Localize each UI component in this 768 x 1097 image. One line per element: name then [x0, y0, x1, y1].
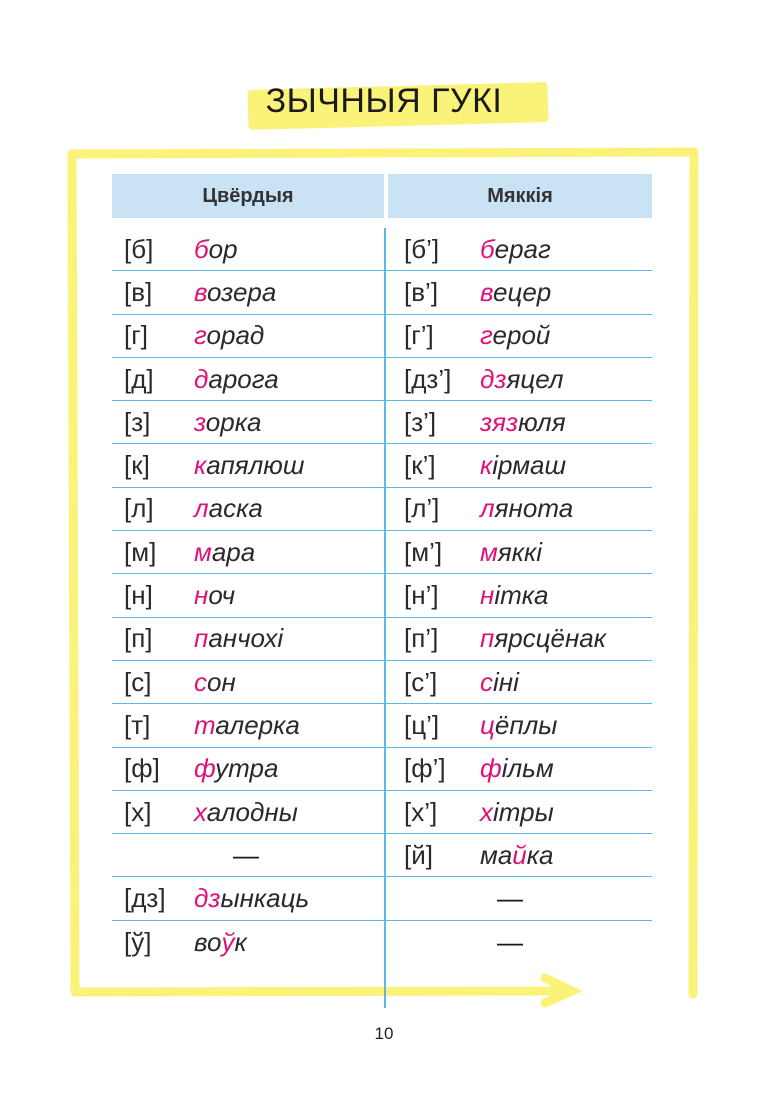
- word-rest: он: [207, 666, 236, 697]
- sound-symbol: [т]: [124, 709, 151, 740]
- page-number: 10: [374, 1024, 394, 1043]
- sound-symbol: [б’]: [404, 233, 440, 264]
- sound-symbol: [з’]: [404, 406, 437, 437]
- example-word: [194, 667, 236, 698]
- word-rest: ераг: [494, 233, 551, 264]
- hard-cell: [112, 488, 384, 531]
- sound-symbol: [ф’]: [404, 753, 446, 784]
- highlighted-letter: в: [480, 276, 493, 307]
- word-rest: ітры: [493, 796, 554, 827]
- highlighted-letter: з: [194, 406, 206, 437]
- highlighted-letter: ў: [221, 926, 235, 957]
- example-word: [194, 450, 304, 481]
- example-word: [194, 623, 283, 654]
- hard-cell: [112, 748, 384, 791]
- example-word: [194, 580, 235, 611]
- highlighted-letter: х: [194, 796, 207, 827]
- highlighted-letter: г: [194, 320, 207, 351]
- word-rest: ярсцёнак: [494, 623, 607, 654]
- table-row: [112, 271, 652, 314]
- example-word: [480, 580, 548, 611]
- soft-cell: [384, 834, 652, 877]
- example-word: [194, 407, 261, 438]
- table-row: [112, 531, 652, 574]
- sound-symbol: [л’]: [404, 493, 440, 524]
- table-row: [112, 488, 652, 531]
- header-soft: Мяккія: [388, 174, 652, 218]
- table-row: [112, 401, 652, 444]
- soft-cell: [384, 618, 652, 661]
- word-rest: орка: [205, 406, 262, 437]
- hard-cell: [112, 661, 384, 704]
- highlighted-letter: н: [194, 580, 209, 611]
- hard-cell: [112, 401, 384, 444]
- highlighted-letter: л: [480, 493, 495, 524]
- sound-symbol: [с]: [124, 666, 152, 697]
- highlighted-letter: б: [480, 233, 495, 264]
- soft-cell: [384, 877, 652, 920]
- soft-cell: [384, 271, 652, 314]
- table-row: [112, 315, 652, 358]
- soft-cell: [384, 444, 652, 487]
- soft-cell: [384, 791, 652, 834]
- sound-symbol: [ф]: [124, 753, 160, 784]
- highlighted-letter: х: [480, 796, 493, 827]
- highlighted-letter: д: [194, 363, 209, 394]
- example-word: [480, 667, 519, 698]
- sound-symbol: [к’]: [404, 450, 436, 481]
- highlighted-letter: дз: [194, 883, 221, 914]
- soft-cell: [384, 748, 652, 791]
- example-word: [194, 753, 278, 784]
- hard-cell: [112, 315, 384, 358]
- hard-cell: [112, 921, 384, 964]
- word-rest: ынкаць: [220, 883, 310, 914]
- word-rest: яккі: [497, 536, 543, 567]
- example-word: [194, 493, 263, 524]
- hard-cell: [112, 358, 384, 401]
- highlighted-letter: с: [194, 666, 207, 697]
- soft-cell: [384, 228, 652, 271]
- example-word: [480, 537, 542, 568]
- example-word: [480, 364, 563, 395]
- word-rest: апялюш: [206, 450, 305, 481]
- sound-symbol: [п’]: [404, 623, 439, 654]
- table-row: [112, 358, 652, 401]
- word-rest: іні: [493, 666, 519, 697]
- example-word: [194, 710, 300, 741]
- hard-cell: [112, 877, 384, 920]
- soft-cell: [384, 401, 652, 444]
- highlighted-letter: к: [480, 450, 493, 481]
- table-row: [112, 618, 652, 661]
- table-body: [112, 228, 652, 964]
- word-rest: арога: [208, 363, 279, 394]
- highlighted-letter: м: [480, 536, 498, 567]
- highlighted-letter: м: [194, 536, 212, 567]
- sound-symbol: [к]: [124, 450, 150, 481]
- highlighted-letter: ф: [194, 753, 216, 784]
- highlighted-letter: п: [480, 623, 495, 654]
- soft-cell: [384, 358, 652, 401]
- sound-symbol: [в’]: [404, 276, 439, 307]
- word-rest: озера: [207, 276, 277, 307]
- table-row: [112, 444, 652, 487]
- word-rest: аска: [208, 493, 263, 524]
- empty-dash: —: [497, 926, 523, 957]
- highlighted-letter: с: [480, 666, 493, 697]
- example-word: [194, 537, 255, 568]
- example-word: [194, 883, 309, 914]
- title-block: [0, 72, 768, 132]
- word-rest: ор: [208, 233, 238, 264]
- sound-symbol: [д]: [124, 363, 154, 394]
- sound-symbol: [х]: [124, 796, 152, 827]
- table-row: [112, 704, 652, 747]
- word-rest: ільм: [501, 753, 554, 784]
- table-row: [112, 574, 652, 617]
- hard-cell: [112, 704, 384, 747]
- highlighted-letter: зяз: [480, 406, 519, 437]
- example-word: [480, 450, 566, 481]
- word-rest: ка: [526, 839, 554, 870]
- sound-symbol: [х’]: [404, 796, 438, 827]
- word-prefix: во: [194, 926, 222, 957]
- header-hard: Цвёрдыя: [112, 174, 384, 218]
- example-word: [480, 234, 551, 265]
- word-rest: оч: [208, 580, 236, 611]
- table-row: [112, 748, 652, 791]
- example-word: [194, 797, 298, 828]
- word-rest: яцел: [506, 363, 564, 394]
- sound-symbol: [дз’]: [404, 363, 452, 394]
- sound-symbol: [г]: [124, 320, 148, 351]
- example-word: [194, 320, 264, 351]
- word-rest: ёплы: [494, 709, 558, 740]
- table-row: [112, 921, 652, 964]
- word-rest: ецер: [493, 276, 552, 307]
- soft-cell: [384, 574, 652, 617]
- sound-symbol: [ц’]: [404, 709, 440, 740]
- word-rest: анчохі: [208, 623, 284, 654]
- highlighted-letter: й: [512, 839, 527, 870]
- table-row: [112, 228, 652, 271]
- empty-dash: —: [233, 839, 259, 870]
- hard-cell: [112, 618, 384, 661]
- sound-symbol: [дз]: [124, 883, 166, 914]
- empty-dash: —: [497, 883, 523, 914]
- word-rest: орад: [206, 320, 265, 351]
- highlighted-letter: дз: [480, 363, 507, 394]
- soft-cell: [384, 704, 652, 747]
- highlighted-letter: в: [194, 276, 207, 307]
- highlighted-letter: к: [194, 450, 207, 481]
- sound-symbol: [в]: [124, 276, 153, 307]
- sound-symbol: [с’]: [404, 666, 438, 697]
- example-word: [480, 797, 554, 828]
- hard-cell: [112, 271, 384, 314]
- sound-symbol: [з]: [124, 406, 151, 437]
- sound-symbol: [ў]: [124, 926, 152, 957]
- table-row: [112, 791, 652, 834]
- word-rest: ара: [211, 536, 256, 567]
- example-word: [480, 840, 554, 871]
- word-rest: юля: [518, 406, 566, 437]
- highlighted-letter: п: [194, 623, 209, 654]
- sound-symbol: [л]: [124, 493, 154, 524]
- sound-symbol: [п]: [124, 623, 153, 654]
- table-row: [112, 834, 652, 877]
- example-word: [480, 753, 554, 784]
- word-rest: ерой: [492, 320, 551, 351]
- example-word: [480, 277, 551, 308]
- word-rest: к: [234, 926, 247, 957]
- sound-symbol: [м’]: [404, 536, 443, 567]
- example-word: [194, 234, 238, 265]
- column-divider: [384, 228, 386, 1008]
- word-rest: ірмаш: [492, 450, 567, 481]
- page-title: ЗЫЧНЫЯ ГУКІ: [265, 82, 503, 120]
- highlighted-letter: г: [480, 320, 493, 351]
- hard-cell: [112, 574, 384, 617]
- highlighted-letter: н: [480, 580, 495, 611]
- highlighted-letter: т: [194, 709, 216, 740]
- highlighted-letter: л: [194, 493, 209, 524]
- word-rest: ітка: [494, 580, 549, 611]
- table-row: [112, 877, 652, 920]
- hard-cell: [112, 791, 384, 834]
- word-rest: янота: [494, 493, 574, 524]
- highlighted-letter: ц: [480, 709, 495, 740]
- hard-cell: [112, 834, 384, 877]
- hard-cell: [112, 444, 384, 487]
- soft-cell: [384, 921, 652, 964]
- example-word: [194, 364, 279, 395]
- soft-cell: [384, 315, 652, 358]
- sound-symbol: [н]: [124, 580, 153, 611]
- word-rest: алерка: [215, 709, 300, 740]
- consonants-table: [112, 174, 652, 964]
- soft-cell: [384, 661, 652, 704]
- example-word: [480, 493, 573, 524]
- soft-cell: [384, 531, 652, 574]
- example-word: [480, 407, 566, 438]
- highlighted-letter: б: [194, 233, 209, 264]
- example-word: [480, 710, 557, 741]
- hard-cell: [112, 531, 384, 574]
- word-rest: алодны: [206, 796, 298, 827]
- example-word: [194, 927, 247, 958]
- word-rest: утра: [215, 753, 279, 784]
- sound-symbol: [й]: [404, 839, 433, 870]
- table-row: [112, 661, 652, 704]
- sound-symbol: [н’]: [404, 580, 439, 611]
- example-word: [480, 623, 606, 654]
- highlighted-letter: ф: [480, 753, 502, 784]
- soft-cell: [384, 488, 652, 531]
- word-prefix: ма: [480, 839, 513, 870]
- hard-cell: [112, 228, 384, 271]
- example-word: [194, 277, 276, 308]
- sound-symbol: [г’]: [404, 320, 434, 351]
- sound-symbol: [б]: [124, 233, 154, 264]
- example-word: [480, 320, 550, 351]
- sound-symbol: [м]: [124, 536, 157, 567]
- table-header: [112, 174, 652, 218]
